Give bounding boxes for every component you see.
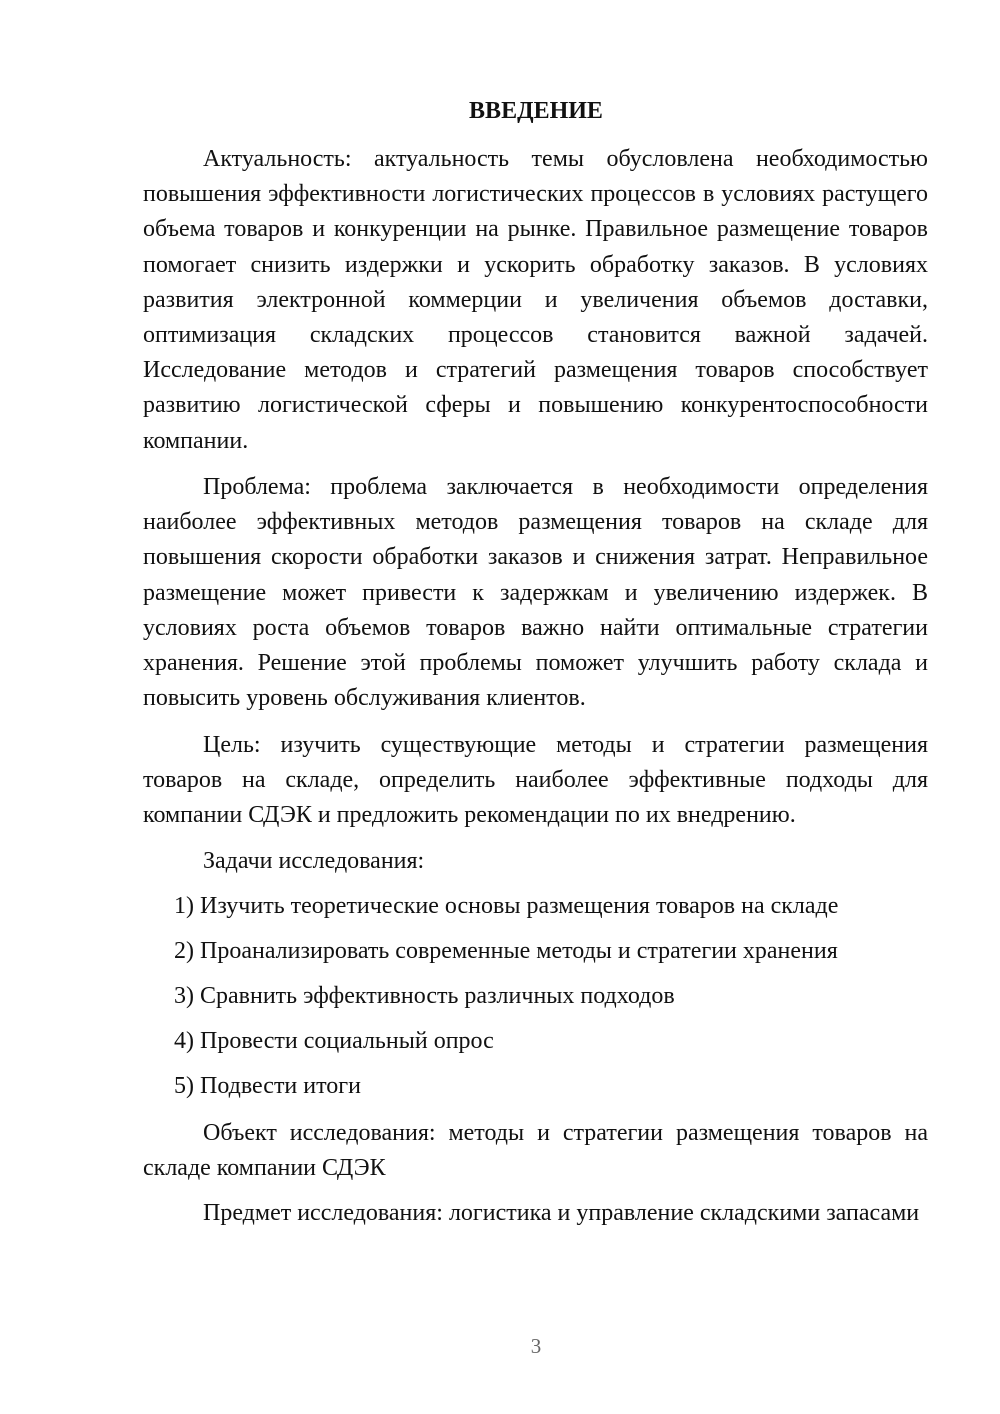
object-paragraph: Объект исследования: методы и стратегии размещения товаров на складе компании СДЭК — [143, 1120, 928, 1182]
tasks-heading: Задачи исследования: — [203, 848, 425, 874]
section-title: ВВЕДЕНИЕ — [469, 98, 603, 124]
relevance-paragraph: Актуальность: актуальность темы обусловлена необходимостью повышения эффективности логистических процессов в условиях растущего объема товаров и конкуренции на рынке. Правильное размещение товаров помогает снизить издержки и ускорить обработку заказов. В условиях развития электронной коммерции и увеличения объемов доставки, оптимизация складских процессов становится важной задачей. Исследование методов и стратегий размещения товаров способствует развитию логистической сферы и повышению конкурентоспособности компании. — [143, 146, 928, 454]
page-number: 3 — [530, 1334, 542, 1358]
task-item: 4) Провести социальный опрос — [174, 1028, 494, 1054]
subject-paragraph: Предмет исследования: логистика и управление складскими запасами — [203, 1200, 920, 1226]
task-item: 3) Сравнить эффективность различных подходов — [174, 983, 675, 1009]
task-item: 2) Проанализировать современные методы и стратегии хранения — [174, 938, 838, 964]
task-item: 1) Изучить теоретические основы размещения товаров на складе — [174, 893, 839, 919]
problem-paragraph: Проблема: проблема заключается в необходимости определения наиболее эффективных методов размещения товаров на складе для повышения скорости обработки заказов и снижения затрат. Неправильное размещение может привести к задержкам и увеличению издержек. В условиях роста объемов товаров важно найти оптимальные стратегии хранения. Решение этой проблемы поможет улучшить работу склада и повысить уровень обслуживания клиентов. — [143, 474, 928, 712]
task-item: 5) Подвести итоги — [174, 1073, 361, 1099]
goal-paragraph: Цель: изучить существующие методы и стратегии размещения товаров на складе, определить наиболее эффективные подходы для компании СДЭК и предложить рекомендации по их внедрению. — [143, 732, 928, 829]
